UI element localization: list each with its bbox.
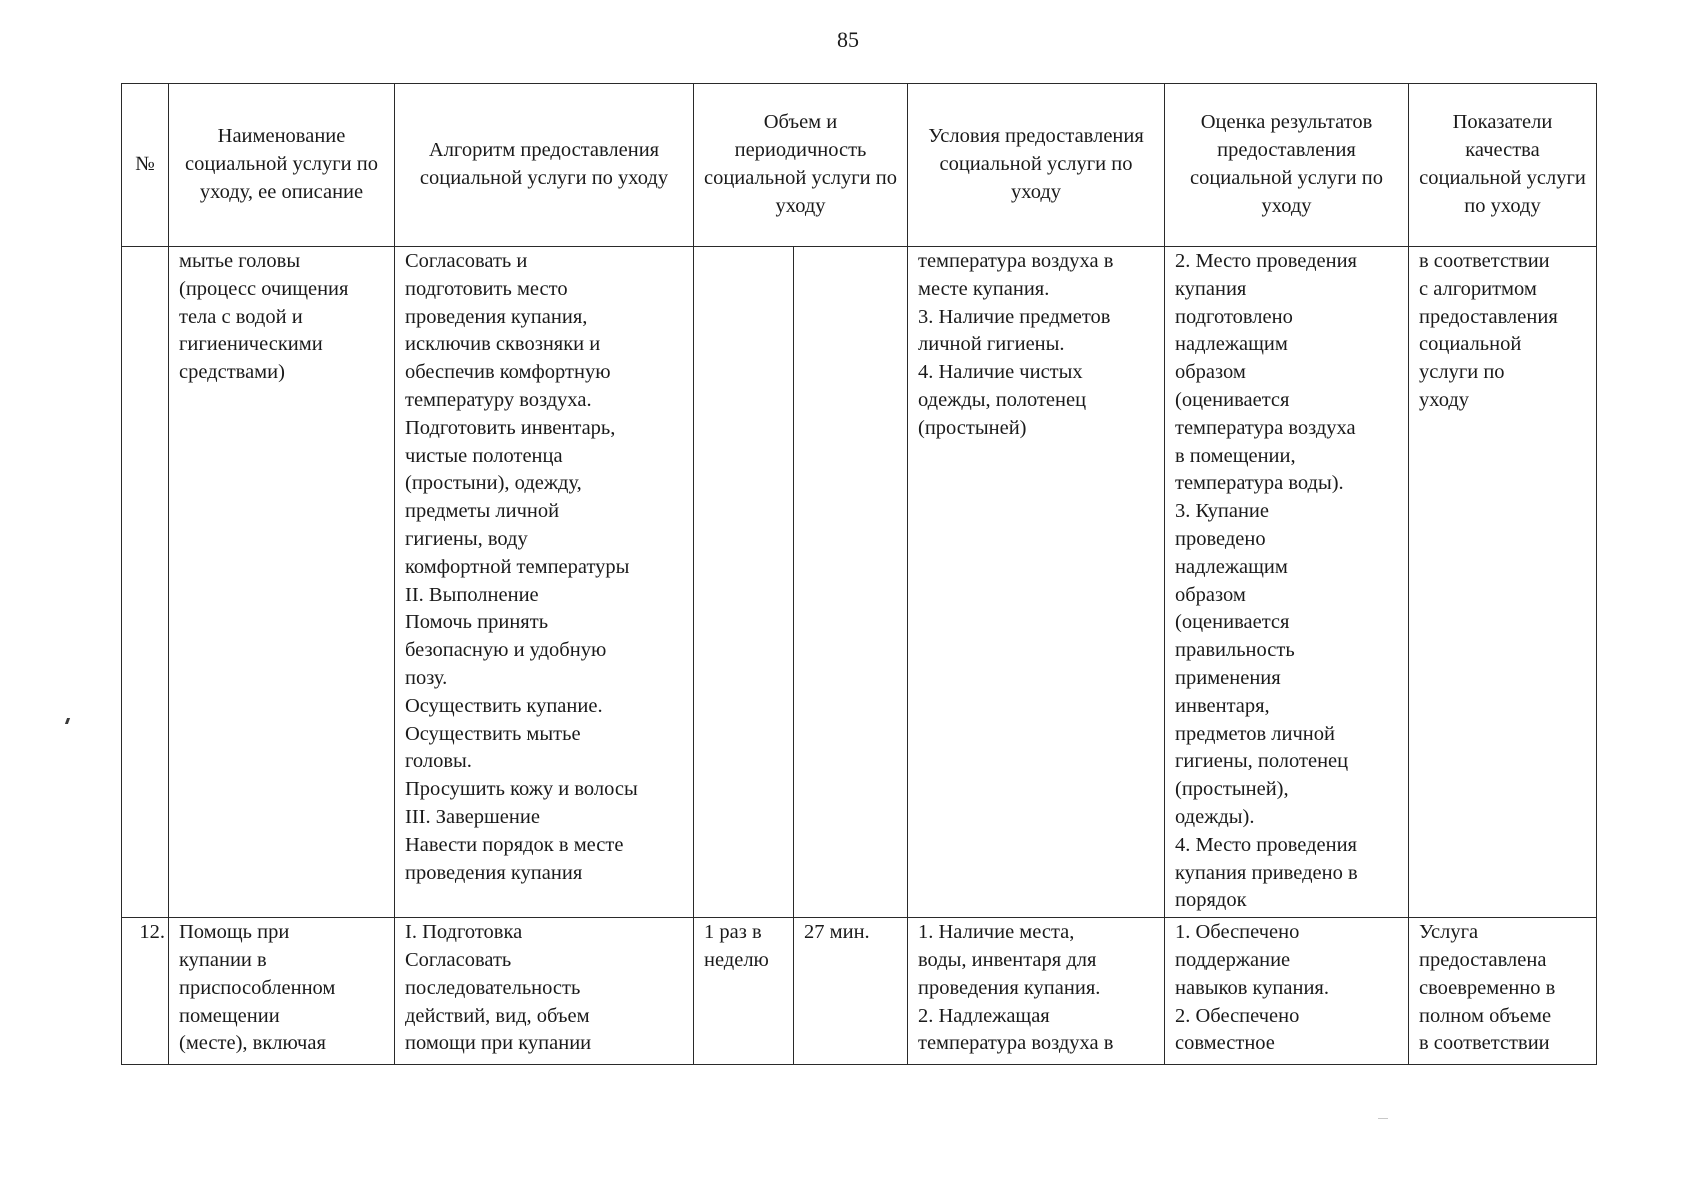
cell-algorithm: Согласовать и подготовить место проведения купания, исключив сквозняки и обеспечив комфортную температуру воздуха. Подготовить инвентарь, чистые полотенца (простыни), одежду, предметы личной гигиены, воду комфортной температуры II. Выполнение Помочь принять безопасную и удобную позу. Осуществить купание. Осуществить мытье головы. Просушить кожу и волосы III. Завершение Навести порядок в месте проведения купания	[395, 247, 694, 918]
cell-number	[122, 247, 169, 918]
cell-quality-indicators: в соответствии с алгоритмом предоставления социальной услуги по уходу	[1409, 247, 1597, 918]
table-row	[122, 247, 1597, 918]
header-conditions: Условия предоставления социальной услуги по уходу	[908, 84, 1165, 247]
header-algorithm: Алгоритм предоставления социальной услуги по уходу	[395, 84, 694, 247]
cell-evaluation: 1. Обеспечено поддержание навыков купания. 2. Обеспечено совместное	[1165, 918, 1409, 1065]
cell-service-name: мытье головы (процесс очищения тела с водой и гигиеническими средствами)	[169, 247, 395, 918]
cell-duration: 27 мин.	[794, 918, 908, 1065]
cell-frequency: 1 раз в неделю	[694, 918, 794, 1065]
table-header-row	[122, 84, 1597, 247]
header-quality-indicators: Показатели качества социальной услуги по уходу	[1409, 84, 1597, 247]
cell-conditions: 1. Наличие места, воды, инвентаря для проведения купания. 2. Надлежащая температура воздуха в	[908, 918, 1165, 1065]
cell-service-name: Помощь при купании в приспособленном помещении (месте), включая	[169, 918, 395, 1065]
page-number: 85	[837, 27, 859, 52]
cell-evaluation: 2. Место проведения купания подготовлено надлежащим образом (оценивается температура воздуха в помещении, температура воды). 3. Купание проведено надлежащим образом (оценивается правильность применения инвентаря, предметов личной гигиены, полотенец (простыней), одежды). 4. Место проведения купания приведено в порядок	[1165, 247, 1409, 918]
social-services-table	[121, 83, 1597, 1065]
cell-number: 12.	[122, 918, 169, 1065]
cell-duration	[794, 247, 908, 918]
header-evaluation: Оценка результатов предоставления социальной услуги по уходу	[1165, 84, 1409, 247]
header-volume-frequency: Объем и периодичность социальной услуги по уходу	[694, 84, 908, 247]
header-number: №	[122, 84, 169, 247]
cell-conditions: температура воздуха в месте купания. 3. Наличие предметов личной гигиены. 4. Наличие чистых одежды, полотенец (простыней)	[908, 247, 1165, 918]
scan-speck	[65, 718, 70, 724]
cell-frequency	[694, 247, 794, 918]
cell-quality-indicators: Услуга предоставлена своевременно в полном объеме в соответствии	[1409, 918, 1597, 1065]
cell-algorithm: I. Подготовка Согласовать последовательность действий, вид, объем помощи при купании	[395, 918, 694, 1065]
header-service-name: Наименование социальной услуги по уходу, ее описание	[169, 84, 395, 247]
scan-speck	[1378, 1118, 1388, 1119]
table-row	[122, 918, 1597, 1065]
